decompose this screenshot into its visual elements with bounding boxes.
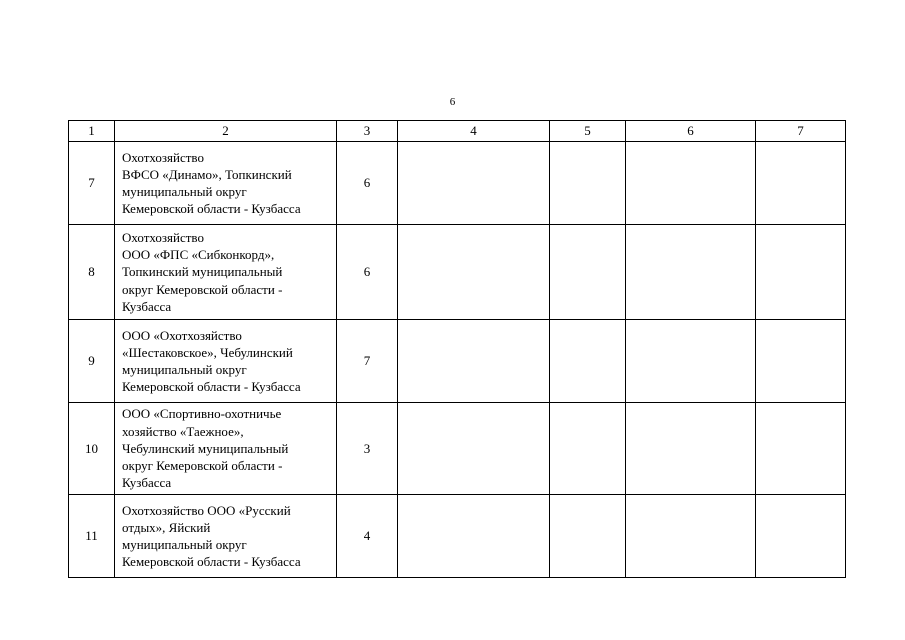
- column-4-value: [398, 320, 550, 403]
- column-3-value: 3: [337, 403, 398, 495]
- column-3-value: 4: [337, 495, 398, 578]
- column-3-value: 7: [337, 320, 398, 403]
- column-6-value: [626, 142, 756, 225]
- column-header-1: 1: [69, 121, 115, 142]
- row-number: 9: [69, 320, 115, 403]
- column-5-value: [550, 320, 626, 403]
- table-row: [69, 495, 846, 578]
- column-7-value: [756, 403, 846, 495]
- column-5-value: [550, 142, 626, 225]
- column-4-value: [398, 403, 550, 495]
- table-header-row: [69, 121, 846, 142]
- data-table: [68, 120, 846, 578]
- hunting-ground-name: Охотхозяйство ООО «ФПС «Сибконкорд», Топкинский муниципальный округ Кемеровской области - Кузбасса: [115, 225, 337, 320]
- row-number: 7: [69, 142, 115, 225]
- column-header-5: 5: [550, 121, 626, 142]
- column-5-value: [550, 403, 626, 495]
- row-number: 10: [69, 403, 115, 495]
- row-number: 11: [69, 495, 115, 578]
- hunting-ground-name: Охотхозяйство ВФСО «Динамо», Топкинский муниципальный округ Кемеровской области - Кузбасса: [115, 142, 337, 225]
- column-5-value: [550, 495, 626, 578]
- column-7-value: [756, 320, 846, 403]
- table-row: [69, 403, 846, 495]
- column-header-7: 7: [756, 121, 846, 142]
- column-4-value: [398, 225, 550, 320]
- column-5-value: [550, 225, 626, 320]
- table-row: [69, 142, 846, 225]
- hunting-ground-name: ООО «Охотхозяйство «Шестаковское», Чебулинский муниципальный округ Кемеровской области - Кузбасса: [115, 320, 337, 403]
- column-header-6: 6: [626, 121, 756, 142]
- hunting-ground-name: Охотхозяйство ООО «Русский отдых», Яйский муниципальный округ Кемеровской области - Кузбасса: [115, 495, 337, 578]
- column-4-value: [398, 142, 550, 225]
- row-number: 8: [69, 225, 115, 320]
- column-6-value: [626, 403, 756, 495]
- column-6-value: [626, 320, 756, 403]
- page-number: 6: [449, 96, 456, 108]
- table-row: [69, 225, 846, 320]
- table-row: [69, 320, 846, 403]
- column-header-4: 4: [398, 121, 550, 142]
- column-3-value: 6: [337, 142, 398, 225]
- column-7-value: [756, 225, 846, 320]
- column-7-value: [756, 142, 846, 225]
- column-header-2: 2: [115, 121, 337, 142]
- column-3-value: 6: [337, 225, 398, 320]
- column-7-value: [756, 495, 846, 578]
- hunting-ground-name: ООО «Спортивно-охотничье хозяйство «Таежное», Чебулинский муниципальный округ Кемеровской области - Кузбасса: [115, 403, 337, 495]
- column-4-value: [398, 495, 550, 578]
- column-header-3: 3: [337, 121, 398, 142]
- column-6-value: [626, 495, 756, 578]
- column-6-value: [626, 225, 756, 320]
